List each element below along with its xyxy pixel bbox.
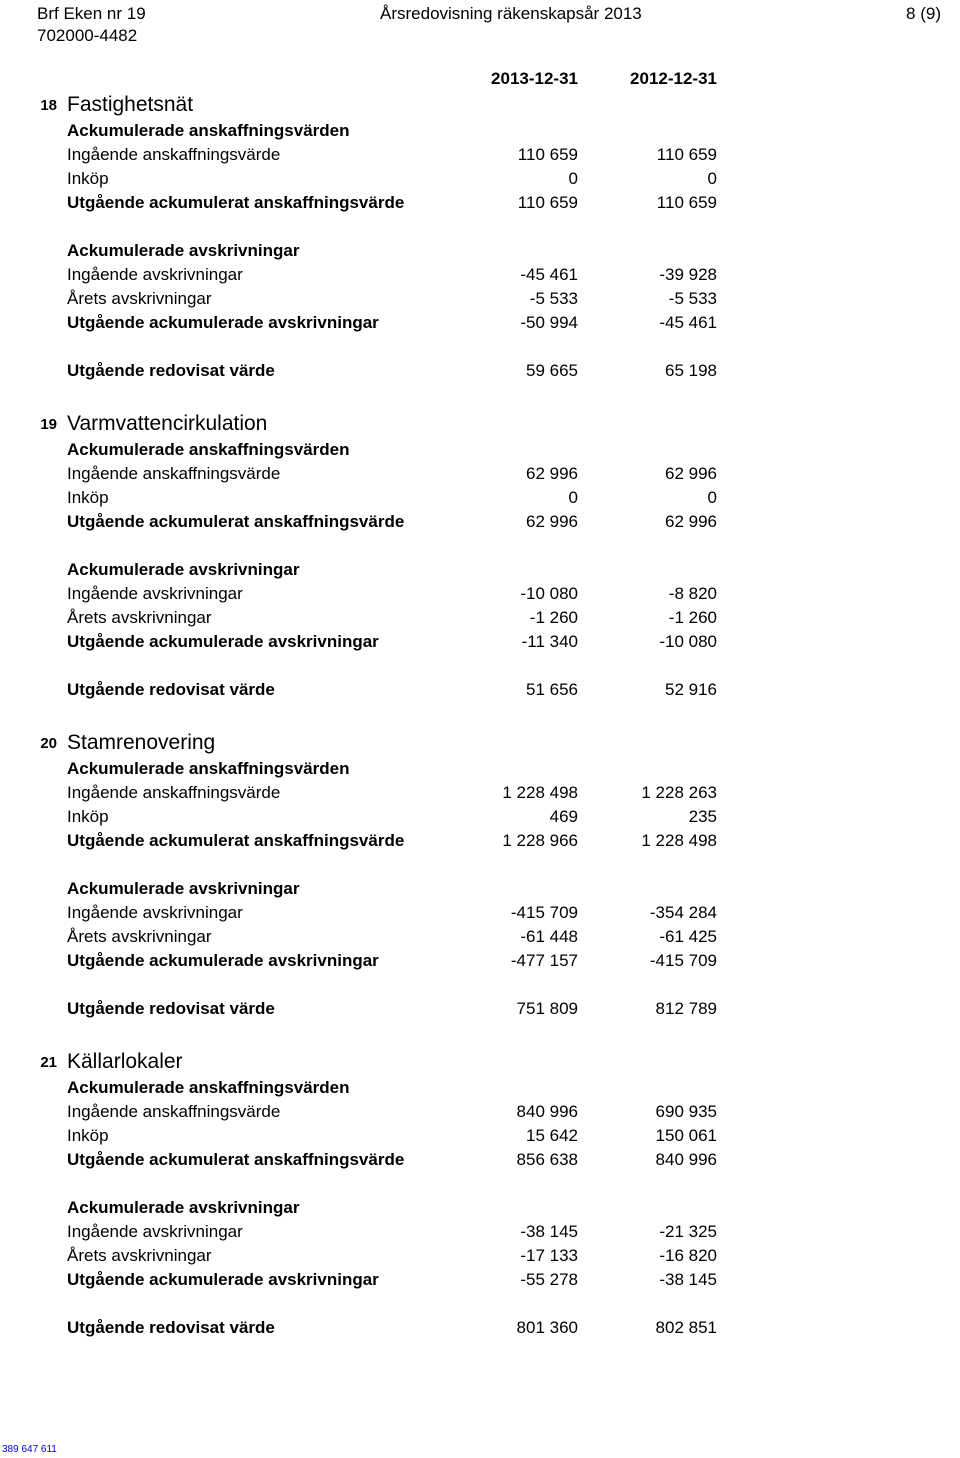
acq-in-row <box>0 462 960 486</box>
value-current-year: -38 145 <box>520 1222 578 1241</box>
value-previous-year: 65 198 <box>665 361 717 380</box>
note-name: Varmvattencirkulation <box>67 412 268 435</box>
note-title <box>0 409 960 439</box>
purchase-row <box>0 805 960 829</box>
value-previous-year: -5 533 <box>668 289 717 308</box>
value-current-year: 59 665 <box>526 361 578 380</box>
organization-name: Brf Eken nr 19 <box>37 4 146 23</box>
value-current-year: -61 448 <box>520 927 578 946</box>
row-label: Inköp <box>67 807 109 826</box>
row-label: Utgående ackumulerade avskrivningar <box>67 632 379 651</box>
row-label: Utgående ackumulerat anskaffningsvärde <box>67 1150 405 1169</box>
row-label: Ackumulerade avskrivningar <box>67 241 300 260</box>
acq-heading <box>0 119 960 143</box>
value-current-year: 62 996 <box>526 464 578 483</box>
note-title <box>0 728 960 758</box>
value-previous-year: -38 145 <box>659 1270 717 1289</box>
row-label: Utgående redovisat värde <box>67 1318 275 1337</box>
row-label: Utgående ackumulerade avskrivningar <box>67 951 379 970</box>
row-label: Ingående anskaffningsvärde <box>67 464 281 483</box>
value-previous-year: 150 061 <box>655 1126 717 1145</box>
note-section <box>0 409 960 728</box>
dep-out-row <box>0 311 960 335</box>
column-headers <box>0 68 960 92</box>
row-label: Ingående anskaffningsvärde <box>67 783 281 802</box>
value-current-year: -10 080 <box>520 584 578 603</box>
value-current-year: -11 340 <box>521 632 578 651</box>
note-number: 21 <box>40 1054 57 1071</box>
note-number: 18 <box>40 97 57 114</box>
acq-heading <box>0 438 960 462</box>
book-value-row <box>0 997 960 1021</box>
note-number: 19 <box>40 416 57 433</box>
value-current-year: -415 709 <box>510 903 578 922</box>
dep-year-row <box>0 1244 960 1268</box>
row-label: Ackumulerade avskrivningar <box>67 879 300 898</box>
row-label: Inköp <box>67 488 109 507</box>
value-current-year: -45 461 <box>520 265 578 284</box>
dep-out-row <box>0 630 960 654</box>
value-current-year: 801 360 <box>516 1318 578 1337</box>
value-previous-year: 840 996 <box>655 1150 717 1169</box>
column-header-current-year: 2013-12-31 <box>491 69 578 88</box>
note-number: 20 <box>40 735 57 752</box>
value-current-year: 856 638 <box>516 1150 578 1169</box>
row-label: Ackumulerade anskaffningsvärden <box>67 121 350 140</box>
note-section <box>0 728 960 1047</box>
dep-year-row <box>0 925 960 949</box>
row-label: Ingående avskrivningar <box>67 1222 243 1241</box>
value-previous-year: -16 820 <box>659 1246 717 1265</box>
value-previous-year: 0 <box>707 488 717 507</box>
dep-year-row <box>0 606 960 630</box>
acq-out-row <box>0 1148 960 1172</box>
note-name: Fastighetsnät <box>67 93 194 116</box>
value-previous-year: 1 228 498 <box>641 831 717 850</box>
notes-sections <box>0 90 960 1366</box>
value-current-year: -17 133 <box>520 1246 578 1265</box>
row-label: Utgående ackumulerade avskrivningar <box>67 313 379 332</box>
acq-out-row <box>0 510 960 534</box>
value-previous-year: -21 325 <box>659 1222 717 1241</box>
row-label: Utgående redovisat värde <box>67 361 275 380</box>
book-value-row <box>0 359 960 383</box>
acq-heading <box>0 757 960 781</box>
value-current-year: -50 994 <box>520 313 578 332</box>
row-label: Ackumulerade anskaffningsvärden <box>67 440 350 459</box>
row-label: Utgående redovisat värde <box>67 680 275 699</box>
dep-heading <box>0 877 960 901</box>
value-previous-year: 62 996 <box>665 512 717 531</box>
row-label: Årets avskrivningar <box>67 289 212 308</box>
value-previous-year: 110 659 <box>656 145 717 164</box>
value-previous-year: 235 <box>688 807 717 826</box>
page-number: 8 (9) <box>906 4 941 23</box>
value-current-year: 0 <box>568 169 578 188</box>
purchase-row <box>0 486 960 510</box>
row-label: Ackumulerade avskrivningar <box>67 560 300 579</box>
row-label: Inköp <box>67 1126 109 1145</box>
row-label: Ackumulerade avskrivningar <box>67 1198 300 1217</box>
book-value-row <box>0 1316 960 1340</box>
value-current-year: 51 656 <box>526 680 578 699</box>
value-previous-year: 812 789 <box>655 999 717 1018</box>
value-previous-year: 690 935 <box>655 1102 717 1121</box>
value-current-year: 751 809 <box>516 999 578 1018</box>
row-label: Ingående avskrivningar <box>67 903 243 922</box>
value-previous-year: 1 228 263 <box>641 783 717 802</box>
value-current-year: 1 228 966 <box>502 831 578 850</box>
row-label: Årets avskrivningar <box>67 927 212 946</box>
purchase-row <box>0 1124 960 1148</box>
row-label: Ackumulerade anskaffningsvärden <box>67 759 350 778</box>
note-name: Källarlokaler <box>67 1050 183 1073</box>
note-name: Stamrenovering <box>67 731 216 754</box>
value-previous-year: 62 996 <box>665 464 717 483</box>
acq-out-row <box>0 191 960 215</box>
value-current-year: 62 996 <box>526 512 578 531</box>
value-previous-year: -61 425 <box>659 927 717 946</box>
value-current-year: 110 659 <box>517 145 578 164</box>
value-current-year: 469 <box>549 807 578 826</box>
value-current-year: 840 996 <box>516 1102 578 1121</box>
row-label: Utgående ackumulerat anskaffningsvärde <box>67 512 405 531</box>
value-current-year: -5 533 <box>529 289 578 308</box>
dep-in-row <box>0 901 960 925</box>
dep-heading <box>0 558 960 582</box>
row-label: Årets avskrivningar <box>67 1246 212 1265</box>
column-header-previous-year: 2012-12-31 <box>630 69 717 88</box>
acq-in-row <box>0 781 960 805</box>
note-title <box>0 90 960 120</box>
value-current-year: -55 278 <box>520 1270 578 1289</box>
note-title <box>0 1047 960 1077</box>
value-previous-year: -1 260 <box>668 608 717 627</box>
dep-heading <box>0 239 960 263</box>
value-previous-year: 802 851 <box>655 1318 717 1337</box>
row-label: Inköp <box>67 169 109 188</box>
value-previous-year: -415 709 <box>649 951 717 970</box>
dep-year-row <box>0 287 960 311</box>
value-current-year: 110 659 <box>517 193 578 212</box>
dep-in-row <box>0 582 960 606</box>
dep-in-row <box>0 1220 960 1244</box>
acq-heading <box>0 1076 960 1100</box>
row-label: Ingående avskrivningar <box>67 265 243 284</box>
dep-in-row <box>0 263 960 287</box>
value-current-year: -477 157 <box>510 951 578 970</box>
row-label: Ingående anskaffningsvärde <box>67 1102 281 1121</box>
note-section <box>0 1047 960 1366</box>
row-label: Utgående ackumulerade avskrivningar <box>67 1270 379 1289</box>
value-previous-year: -39 928 <box>659 265 717 284</box>
row-label: Ackumulerade anskaffningsvärden <box>67 1078 350 1097</box>
value-current-year: 1 228 498 <box>502 783 578 802</box>
acq-in-row <box>0 143 960 167</box>
document-title: Årsredovisning räkenskapsår 2013 <box>380 4 642 23</box>
note-section <box>0 90 960 409</box>
acq-in-row <box>0 1100 960 1124</box>
value-current-year: 15 642 <box>526 1126 578 1145</box>
row-label: Utgående redovisat värde <box>67 999 275 1018</box>
value-previous-year: -8 820 <box>668 584 717 603</box>
book-value-row <box>0 678 960 702</box>
row-label: Utgående ackumulerat anskaffningsvärde <box>67 193 405 212</box>
value-previous-year: -354 284 <box>649 903 717 922</box>
value-current-year: -1 260 <box>529 608 578 627</box>
row-label: Årets avskrivningar <box>67 608 212 627</box>
acq-out-row <box>0 829 960 853</box>
purchase-row <box>0 167 960 191</box>
organization-number: 702000-4482 <box>37 26 138 45</box>
dep-out-row <box>0 1268 960 1292</box>
row-label: Ingående anskaffningsvärde <box>67 145 281 164</box>
value-current-year: 0 <box>568 488 578 507</box>
value-previous-year: -45 461 <box>659 313 717 332</box>
row-label: Utgående ackumulerat anskaffningsvärde <box>67 831 405 850</box>
dep-heading <box>0 1196 960 1220</box>
value-previous-year: -10 080 <box>659 632 717 651</box>
row-label: Ingående avskrivningar <box>67 584 243 603</box>
value-previous-year: 0 <box>707 169 717 188</box>
dep-out-row <box>0 949 960 973</box>
footer-code: 389 647 611 <box>2 1444 57 1455</box>
value-previous-year: 52 916 <box>665 680 717 699</box>
value-previous-year: 110 659 <box>656 193 717 212</box>
